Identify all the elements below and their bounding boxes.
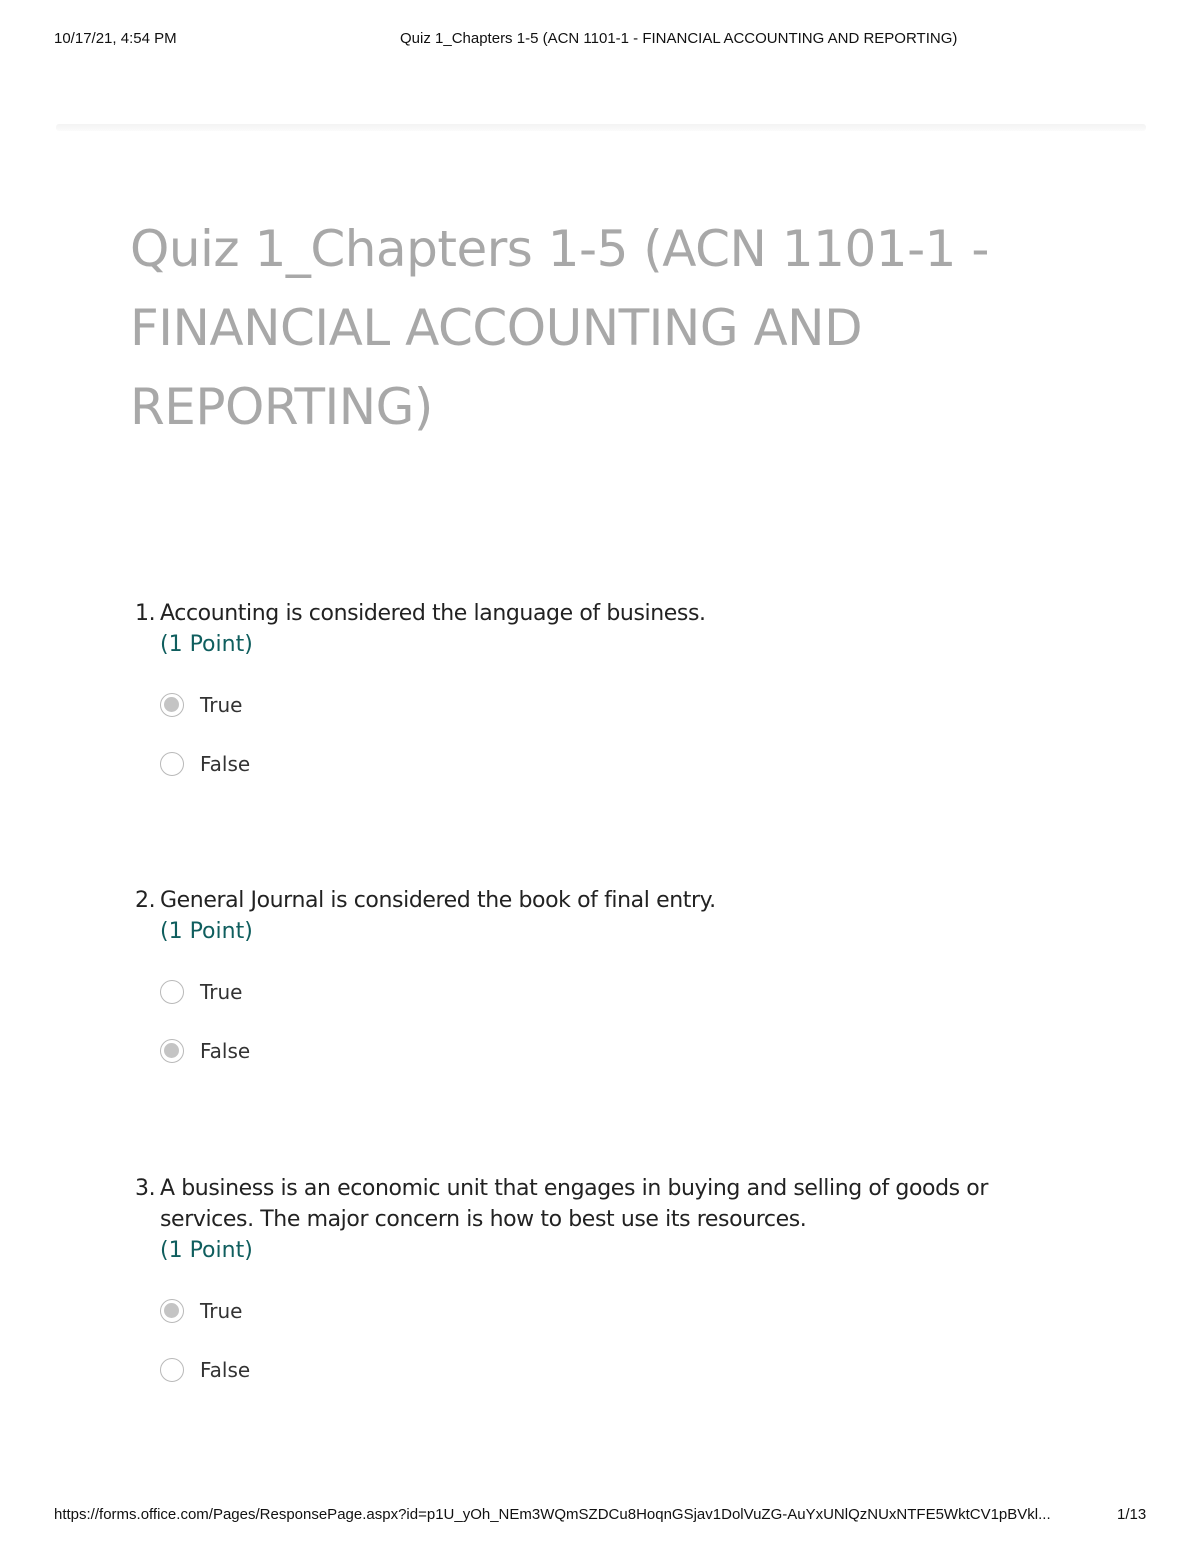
answer-options — [135, 675, 1055, 793]
question-text — [135, 1173, 1055, 1235]
question-number: 2. — [135, 888, 156, 913]
question-number: 3. — [135, 1176, 156, 1201]
print-datetime: 10/17/21, 4:54 PM — [54, 30, 177, 47]
question-points: (1 Point) — [160, 919, 253, 944]
print-page-number: 1/13 — [1117, 1506, 1147, 1523]
option-false[interactable] — [160, 1340, 1055, 1399]
question-points: (1 Point) — [160, 1238, 253, 1263]
header-divider — [56, 124, 1146, 131]
question-text — [135, 598, 1055, 629]
question-1 — [135, 598, 1055, 793]
radio-button[interactable] — [160, 980, 184, 1004]
radio-button[interactable] — [160, 752, 184, 776]
option-label: False — [200, 751, 251, 776]
option-true[interactable] — [160, 962, 1055, 1021]
answer-options — [135, 1281, 1055, 1399]
option-false[interactable] — [160, 734, 1055, 793]
radio-button-selected[interactable] — [160, 1299, 184, 1323]
option-true[interactable] — [160, 675, 1055, 734]
print-page-title: Quiz 1_Chapters 1-5 (ACN 1101-1 - FINANCIAL ACCOUNTING AND REPORTING) — [400, 30, 958, 47]
question-text — [135, 885, 1055, 916]
answer-options — [135, 962, 1055, 1080]
radio-button[interactable] — [160, 1358, 184, 1382]
option-label: True — [200, 692, 243, 717]
option-false[interactable] — [160, 1021, 1055, 1080]
print-footer-url: https://forms.office.com/Pages/ResponsePage.aspx?id=p1U_yOh_NEm3WQmSZDCu8HoqnGSjav1DolVuZG-AuYxUNlQzNUxNTFE5WktCV1pBVkl... — [54, 1506, 1051, 1523]
question-prompt: General Journal is considered the book of final entry. — [160, 888, 716, 913]
question-number: 1. — [135, 601, 156, 626]
radio-button-selected[interactable] — [160, 1039, 184, 1063]
radio-button-selected[interactable] — [160, 693, 184, 717]
option-label: True — [200, 979, 243, 1004]
option-label: True — [200, 1298, 243, 1323]
question-prompt: Accounting is considered the language of business. — [160, 601, 706, 626]
option-true[interactable] — [160, 1281, 1055, 1340]
question-prompt: A business is an economic unit that engages in buying and selling of goods or services. The major concern is how to best use its resources. — [160, 1176, 989, 1232]
question-2 — [135, 885, 1055, 1080]
option-label: False — [200, 1357, 251, 1382]
question-points: (1 Point) — [160, 632, 253, 657]
question-3 — [135, 1173, 1055, 1399]
form-title: Quiz 1_Chapters 1-5 (ACN 1101-1 - FINANCIAL ACCOUNTING AND REPORTING) — [130, 220, 989, 436]
option-label: False — [200, 1038, 251, 1063]
